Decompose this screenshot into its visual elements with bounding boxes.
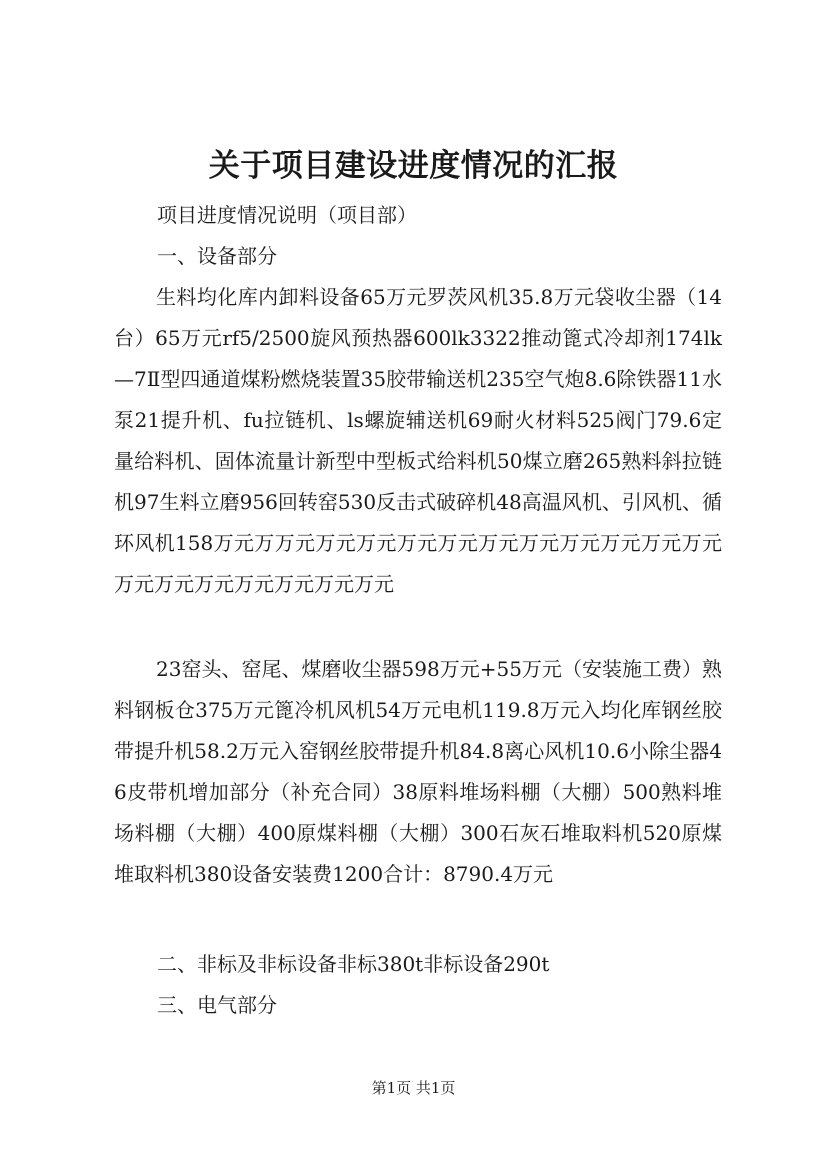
equipment-paragraph-2: 23窑头、窑尾、煤磨收尘器598万元+55万元（安装施工费）熟料钢板仓375万元篦冷机风机54万元电机119.8万元入均化库钢丝胶带提升机58.2万元入窑钢丝胶带提升机84.8离心风机10.6小除尘器46皮带机增加部分（补充合同）38原料堆场料棚（大棚）500熟料堆场料棚（大棚）400原煤料棚（大棚）300石灰石堆取料机520原煤堆取料机380设备安装费1200合计：8790.4万元 (114, 657, 722, 886)
section-1-heading: 一、设备部分 (157, 244, 277, 268)
page-footer: 第1页 共1页 (371, 1079, 456, 1097)
section-2-line: 二、非标及非标设备非标380t非标设备290t (157, 952, 550, 976)
document-title: 关于项目建设进度情况的汇报 (208, 148, 619, 184)
subtitle-line: 项目进度情况说明（项目部） (157, 203, 417, 227)
section-3-heading: 三、电气部分 (157, 993, 277, 1017)
equipment-paragraph-1: 生料均化库内卸料设备65万元罗茨风机35.8万元袋收尘器（14台）65万元rf5/2500旋风预热器600lk3322推动篦式冷却剂174lk—7Ⅱ型四通道煤粉燃烧装置35胶带输送机235空气炮8.6除铁器11水泵21提升机、fu拉链机、ls螺旋辅送机69耐火材料525阀门79.6定量给料机、固体流量计新型中型板式给料机50煤立磨265熟料斜拉链机97生料立磨956回转窑530反击式破碎机48高温风机、引风机、循环风机158万元万万元万元万元万元万元万元万元万元万元万元万元万元万元万元万元万元万元万元 (114, 285, 722, 596)
